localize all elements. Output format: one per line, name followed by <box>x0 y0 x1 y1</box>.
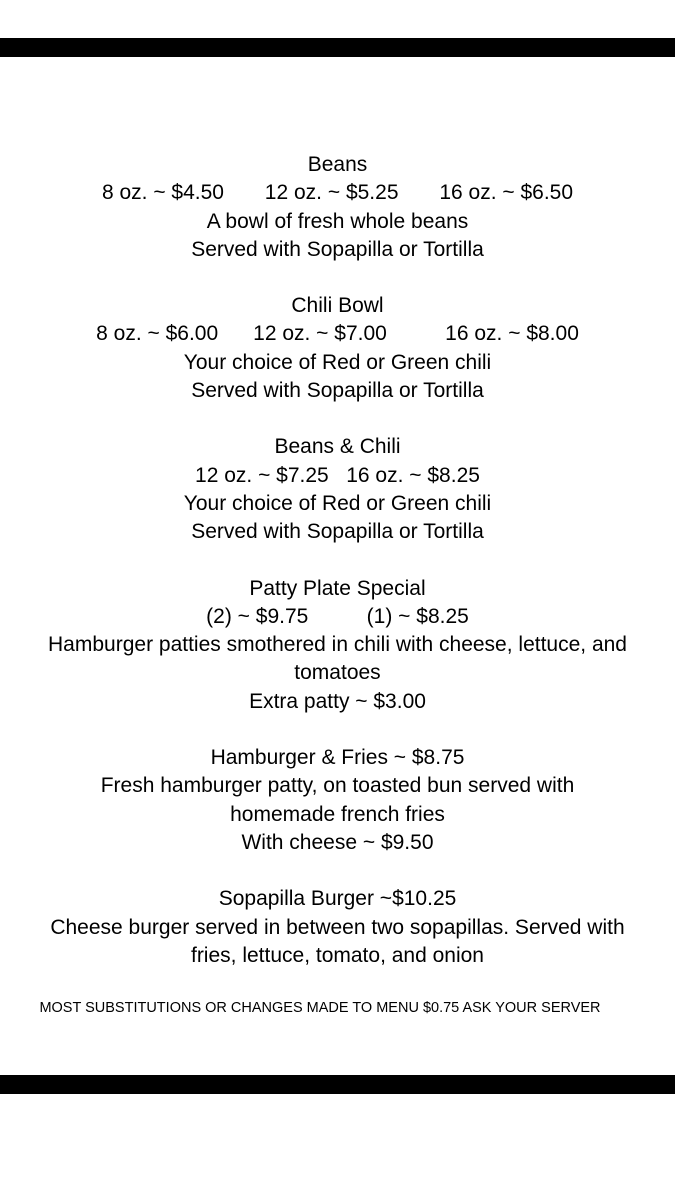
menu-item-title: Patty Plate Special <box>249 576 426 600</box>
menu-item-title: Beans & Chili <box>274 435 401 459</box>
menu-item-served-with: Served with Sopapilla or Tortilla <box>191 237 484 261</box>
menu-item-title: Chili Bowl <box>291 294 384 318</box>
menu-item-description: Hamburger patties smothered in chili with cheese, lettuce, and tomatoes <box>48 633 627 685</box>
menu-item-title: Sopapilla Burger ~$10.25 <box>218 887 457 911</box>
menu-item-hamburger-and-fries <box>0 744 675 857</box>
menu-list <box>0 151 675 998</box>
menu-item-description: Your choice of Red or Green chili <box>183 491 492 515</box>
menu-item-beans-and-chili <box>0 433 675 546</box>
menu-item-prices: 8 oz. ~ $4.50 12 oz. ~ $5.25 16 oz. ~ $6.50 <box>101 181 574 205</box>
menu-item-chili-bowl <box>0 292 675 405</box>
menu-item-title: Beans <box>307 153 368 176</box>
menu-item-beans <box>0 151 675 264</box>
top-black-bar <box>0 38 675 57</box>
menu-item-description: Your choice of Red or Green chili <box>183 350 492 374</box>
menu-item-sopapilla-burger <box>0 885 675 970</box>
menu-item-prices: 12 oz. ~ $7.25 16 oz. ~ $8.25 <box>195 463 480 487</box>
menu-item-extra: Extra patty ~ $3.00 <box>249 689 426 713</box>
menu-item-served-with: Served with Sopapilla or Tortilla <box>191 520 484 544</box>
menu-item-description: Cheese burger served in between two sopapillas. Served with fries, lettuce, tomato, and onion <box>50 915 625 967</box>
menu-item-prices: 8 oz. ~ $6.00 12 oz. ~ $7.00 16 oz. ~ $8.00 <box>96 322 579 346</box>
menu-item-description: A bowl of fresh whole beans <box>206 209 469 233</box>
menu-item-prices: (2) ~ $9.75 (1) ~ $8.25 <box>206 604 469 628</box>
substitution-note: MOST SUBSTITUTIONS OR CHANGES MADE TO MENU $0.75 ASK YOUR SERVER <box>39 1000 601 1016</box>
menu-item-extra: With cheese ~ $9.50 <box>241 830 434 854</box>
menu-item-served-with: Served with Sopapilla or Tortilla <box>191 379 484 403</box>
menu-item-title: Hamburger & Fries ~ $8.75 <box>210 746 465 770</box>
menu-item-patty-plate-special <box>0 575 675 716</box>
menu-item-description: Fresh hamburger patty, on toasted bun served with homemade french fries <box>100 774 575 826</box>
bottom-black-bar <box>0 1075 675 1094</box>
